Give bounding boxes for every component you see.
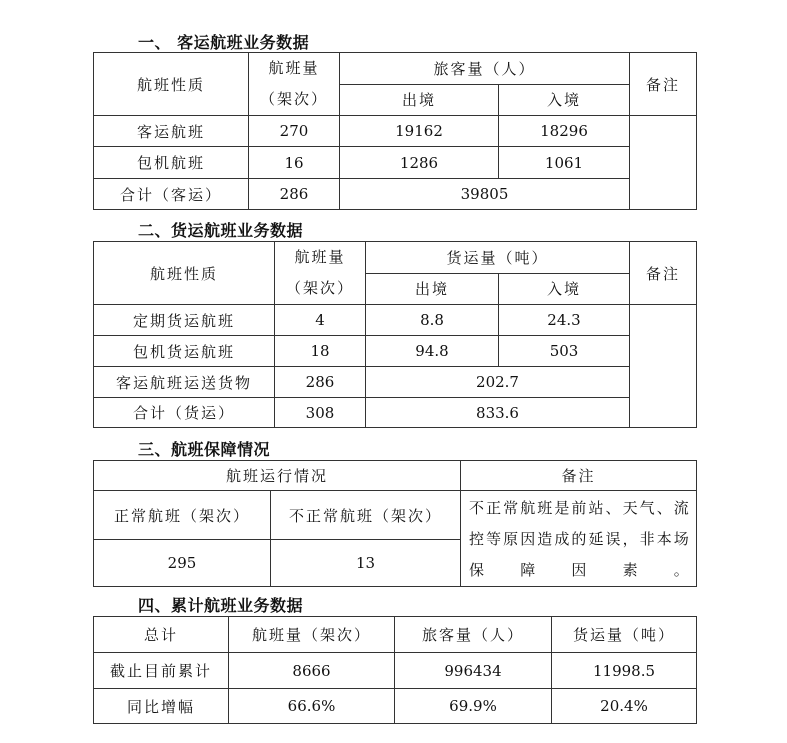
remarks-note: 不正常航班是前站、天气、流控等原因造成的延误，非本场保障因素。 [461,491,697,587]
row-cargo: 11998.5 [552,653,697,689]
cumulative-table [93,616,697,724]
passenger-flights-table [93,52,697,210]
row-flights: 4 [275,305,366,336]
total-flights: 308 [275,398,366,428]
pax-cargo-value: 202.7 [366,367,630,398]
row-nature: 包机航班 [94,147,249,179]
header-passengers: 旅客量（人） [395,617,552,653]
remarks-cell [630,305,697,428]
header-flight-nature: 航班性质 [94,242,275,305]
row-flights: 18 [275,336,366,367]
header-cargo: 货运量（吨） [552,617,697,653]
section-1-title: 一、 客运航班业务数据 [138,33,310,52]
header-outbound: 出境 [366,273,499,305]
section-2-title: 二、货运航班业务数据 [138,221,304,240]
total-label: 合计（货运） [94,398,275,428]
row-passengers: 69.9% [395,689,552,724]
section-4-title: 四、累计航班业务数据 [138,596,304,615]
header-flight-count: 航班量 （架次） [275,242,366,305]
row-nature: 定期货运航班 [94,305,275,336]
row-nature: 客运航班 [94,116,249,147]
header-abnormal-flights: 不正常航班（架次） [271,491,461,540]
row-inbound: 24.3 [499,305,630,336]
header-normal-flights: 正常航班（架次） [94,491,271,540]
row-outbound: 1286 [340,147,499,179]
row-flights: 16 [249,147,340,179]
total-cargo: 833.6 [366,398,630,428]
header-total: 总计 [94,617,229,653]
row-inbound: 503 [499,336,630,367]
header-flights: 航班量（架次） [229,617,395,653]
row-flights: 8666 [229,653,395,689]
pax-cargo-flights: 286 [275,367,366,398]
header-remarks: 备注 [630,242,697,305]
header-remarks: 备注 [630,53,697,116]
row-cargo: 20.4% [552,689,697,724]
header-inbound: 入境 [499,84,630,116]
cargo-flights-table [93,241,697,428]
row-inbound: 1061 [499,147,630,179]
row-outbound: 94.8 [366,336,499,367]
total-label: 合计（客运） [94,179,249,210]
row-flights: 66.6% [229,689,395,724]
header-remarks: 备注 [461,461,697,491]
header-cargo: 货运量（吨） [366,242,630,274]
abnormal-flights-value: 13 [271,540,461,587]
header-outbound: 出境 [340,84,499,116]
remarks-cell [630,116,697,210]
row-passengers: 996434 [395,653,552,689]
row-outbound: 8.8 [366,305,499,336]
header-passengers: 旅客量（人） [340,53,630,85]
row-label: 同比增幅 [94,689,229,724]
header-flight-nature: 航班性质 [94,53,249,116]
row-flights: 270 [249,116,340,147]
row-inbound: 18296 [499,116,630,147]
total-passengers: 39805 [340,179,630,210]
row-outbound: 19162 [340,116,499,147]
header-inbound: 入境 [499,273,630,305]
section-3-title: 三、航班保障情况 [138,440,271,459]
header-flight-count: 航班量 （架次） [249,53,340,116]
normal-flights-value: 295 [94,540,271,587]
pax-cargo-label: 客运航班运送货物 [94,367,275,398]
header-operations: 航班运行情况 [94,461,461,491]
row-nature: 包机货运航班 [94,336,275,367]
row-label: 截止目前累计 [94,653,229,689]
total-flights: 286 [249,179,340,210]
flight-assurance-table [93,460,697,587]
